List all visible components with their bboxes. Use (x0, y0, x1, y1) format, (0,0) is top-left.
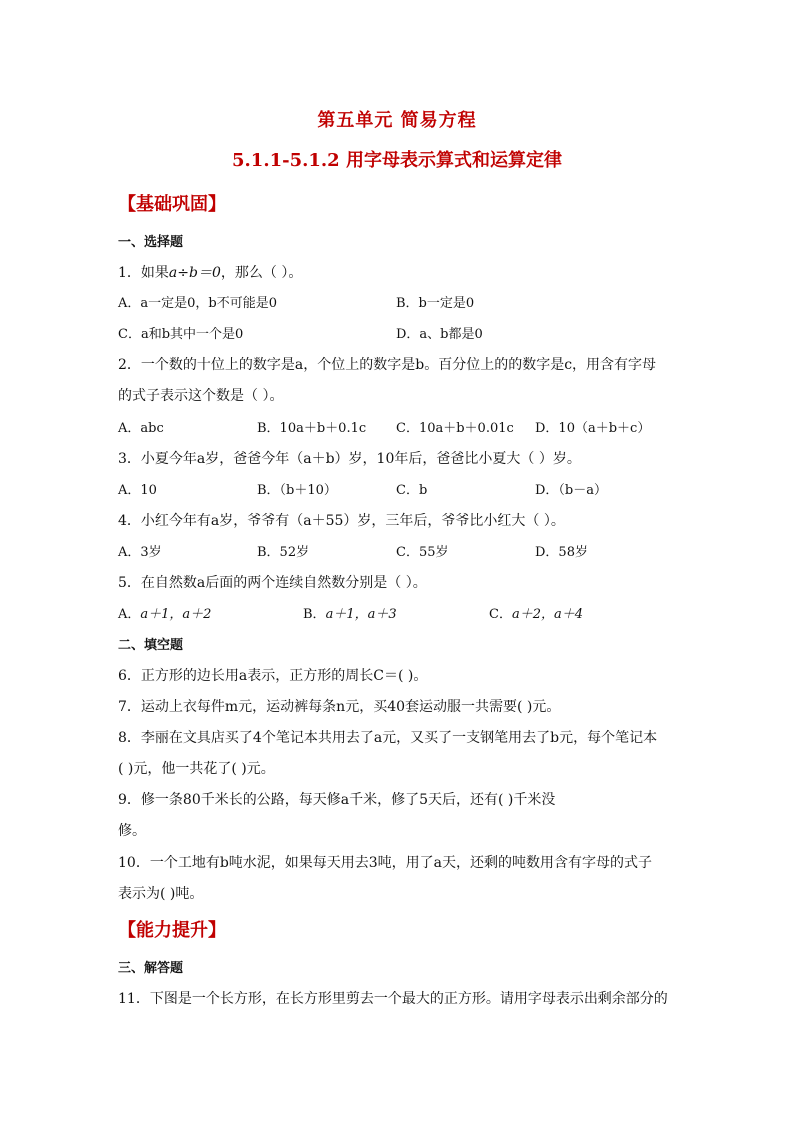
question-9-line-2: 修。 (118, 823, 146, 839)
part-fill-heading: 二、填空题 (118, 638, 184, 653)
q1-option-d: D．a、b都是0 (396, 327, 483, 342)
q4-option-a: A．3岁 (118, 545, 162, 560)
q1-suffix: ，那么（ ）。 (220, 265, 303, 281)
question-10-line-2: 表示为( )吨。 (118, 886, 204, 902)
q1-expression: a÷b＝0 (168, 265, 221, 281)
question-5-stem: 5．在自然数a后面的两个连续自然数分别是（ ）。 (118, 575, 427, 591)
q1-option-c: C．a和b其中一个是0 (118, 327, 244, 342)
question-11-line-1: 11．下图是一个长方形，在长方形里剪去一个最大的正方形。请用字母表示出剩余部分的 (118, 991, 668, 1007)
part-answer-heading: 三、解答题 (118, 961, 184, 976)
q4-option-d: D．58岁 (535, 545, 588, 560)
question-3-stem: 3．小夏今年a岁，爸爸今年（a＋b）岁，10年后，爸爸比小夏大（ ）岁。 (118, 451, 581, 467)
question-8-line-2: ( )元，他一共花了( )元。 (118, 761, 275, 777)
question-8-line-1: 8．李丽在文具店买了4个笔记本共用去了a元，又买了一支钢笔用去了b元，每个笔记本 (118, 730, 658, 746)
q4-option-c: C．55岁 (396, 545, 449, 560)
q2-option-d: D．10（a＋b＋c） (535, 421, 651, 436)
question-2-line-1: 2．一个数的十位上的数字是a，个位上的数字是b。百分位上的的数字是c，用含有字母 (118, 357, 657, 373)
q3-option-b: B．（b＋10） (257, 483, 337, 498)
q3-option-a: A．10 (118, 483, 157, 498)
lesson-title: 5.1.1-5.1.2 用字母表示算式和运算定律 (232, 150, 562, 171)
part-choice-heading: 一、选择题 (118, 235, 184, 250)
q5-option-c-label: C． (489, 607, 512, 622)
q1-prefix: 1．如果 (118, 265, 169, 281)
q5-option-b-expr: a＋1，a＋3 (325, 607, 397, 622)
section-advanced-heading: 【能力提升】 (118, 920, 226, 941)
q2-option-c: C．10a＋b＋0.01c (396, 421, 514, 436)
q5-option-a-expr: a＋1，a＋2 (140, 607, 212, 622)
q1-option-a: A．a一定是0，b不可能是0 (118, 296, 278, 311)
question-9-line-1: 9．修一条80千米长的公路，每天修a千米，修了5天后，还有( )千米没 (118, 792, 556, 808)
q2-option-b: B．10a＋b＋0.1c (257, 421, 367, 436)
q4-option-b: B．52岁 (257, 545, 310, 560)
q5-option-c (489, 603, 583, 622)
q5-option-b-label: B． (303, 607, 326, 622)
q5-option-b (303, 603, 397, 622)
question-2-line-2: 的式子表示这个数是（ ）。 (118, 388, 284, 404)
question-6: 6．正方形的边长用a表示，正方形的周长C＝( )。 (118, 668, 428, 684)
q5-option-c-expr: a＋2，a＋4 (511, 607, 583, 622)
q2-option-a: A．abc (118, 421, 164, 436)
unit-title: 第五单元 简易方程 (317, 110, 477, 131)
q5-option-a (118, 603, 211, 622)
section-basic-heading: 【基础巩固】 (118, 194, 226, 215)
q3-option-d: D．（b－a） (535, 483, 607, 498)
q3-option-c: C．b (396, 483, 428, 498)
question-1-stem (118, 262, 302, 282)
question-4-stem: 4．小红今年有a岁，爷爷有（a＋55）岁，三年后，爷爷比小红大（ ）。 (118, 513, 565, 529)
question-10-line-1: 10．一个工地有b吨水泥，如果每天用去3吨，用了a天，还剩的吨数用含有字母的式子 (118, 855, 653, 871)
q1-option-b: B．b一定是0 (396, 296, 475, 311)
question-7: 7．运动上衣每件m元，运动裤每条n元，买40套运动服一共需要( )元。 (118, 699, 561, 715)
q5-option-a-label: A． (118, 607, 141, 622)
